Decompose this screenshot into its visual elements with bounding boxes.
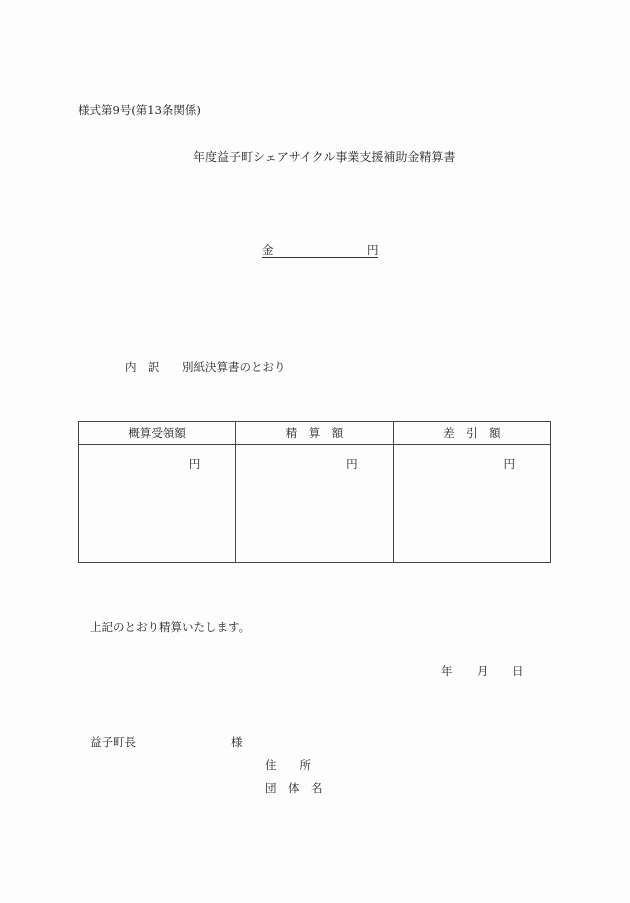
date-day: 日	[512, 664, 524, 678]
addressee-honorific: 様	[231, 735, 243, 749]
document-title: 年度益子町シェアサイクル事業支援補助金精算書	[193, 150, 456, 164]
cell-settled-amount: 円	[236, 445, 393, 563]
header-difference: 差 引 額	[393, 422, 550, 445]
statement: 上記のとおり精算いたします。	[90, 620, 251, 634]
organization-label: 団 体 名	[265, 781, 323, 795]
addressee-name: 益子町長	[90, 735, 136, 749]
date-month: 月	[477, 664, 489, 678]
table-row	[79, 445, 551, 563]
breakdown-value: 別紙決算書のとおり	[182, 360, 286, 374]
cell-estimated-received: 円	[79, 445, 236, 563]
table-header-row	[79, 422, 551, 445]
breakdown-label: 内 訳	[125, 360, 160, 374]
address-label: 住 所	[265, 758, 311, 772]
form-number: 様式第9号(第13条関係)	[78, 103, 201, 117]
amount-prefix: 金	[262, 243, 274, 257]
amount-underline	[262, 257, 378, 258]
cell-difference: 円	[393, 445, 550, 563]
header-estimated-received: 概算受領額	[79, 422, 236, 445]
date-year: 年	[441, 664, 453, 678]
amount-suffix: 円	[367, 243, 379, 257]
settlement-table	[78, 421, 551, 563]
header-settled-amount: 精 算 額	[236, 422, 393, 445]
